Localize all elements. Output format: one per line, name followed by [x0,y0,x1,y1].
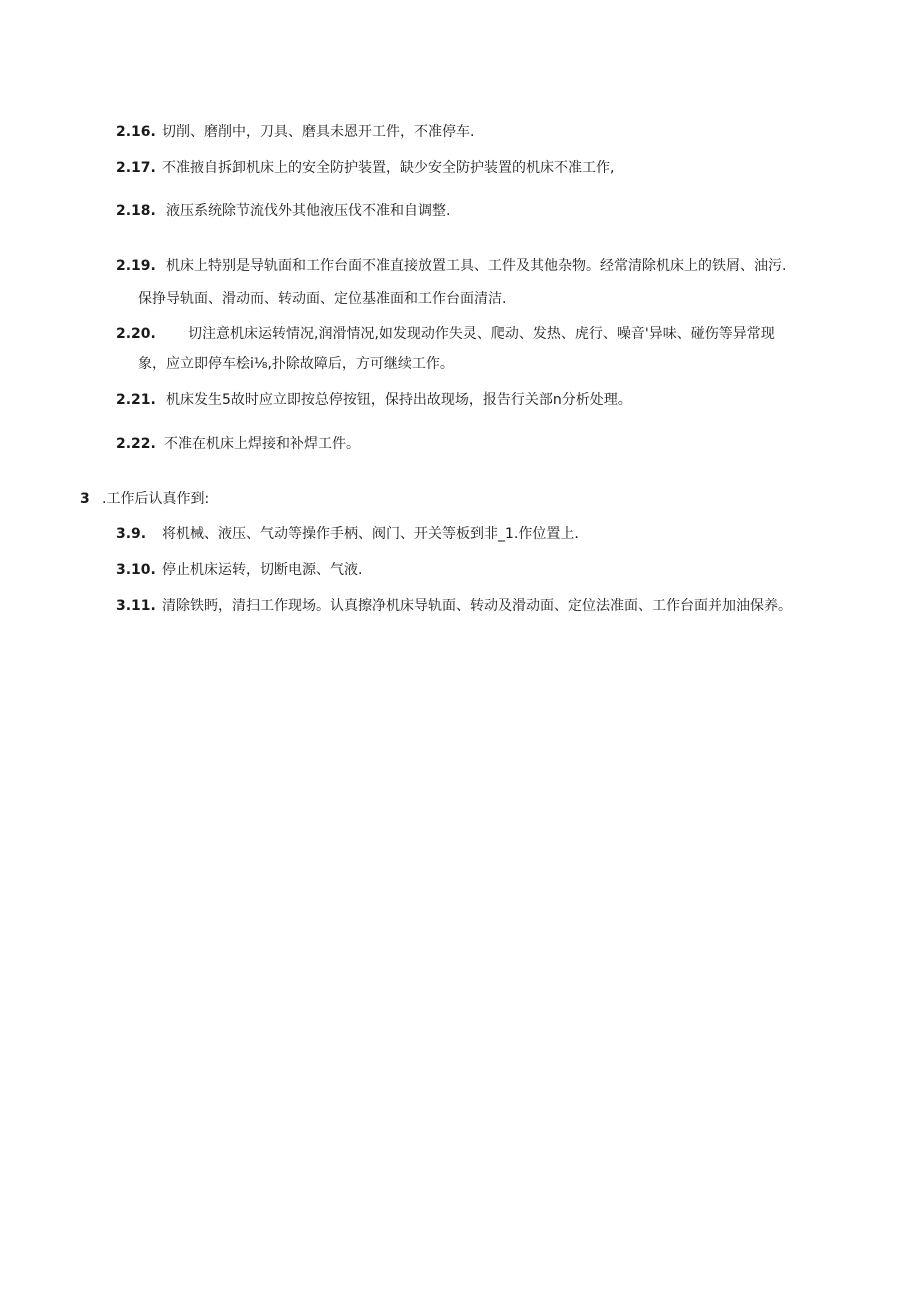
item-text: 停止机床运转，切断电源、气液. [162,562,363,578]
item-2-19-continuation [138,289,506,309]
item-2-21 [116,390,632,410]
item-text-continuation: 象，应立即停车桧i⅛,扑除故障后，方可继续工作。 [138,356,454,372]
item-text: 不准在机床上焊接和补焊工件。 [164,436,360,452]
item-number: 2.22. [116,436,156,452]
item-3-10 [116,560,362,580]
item-text: 机床上特别是导轨面和工作台面不准直接放置工具、工件及其他杂物。经常清除机床上的铁屑、油污. [166,258,787,274]
item-text: 清除铁眄，清扫工作现场。认真擦净机床导轨面、转动及滑动面、定位法准面、工作台面并加油保养。 [162,598,792,614]
item-2-19 [116,256,786,276]
item-text: 切注意机床运转情况,润滑情况,如发现动作失灵、爬动、发热、虎行、噪音'异味、碰伤等异常现 [188,326,775,342]
item-number: 2.21. [116,392,156,408]
item-text: 将机械、液压、气动等操作手柄、阀门、开关等板到非_1.作位置上. [162,526,579,542]
item-2-16 [116,122,474,142]
item-number: 2.16. [116,124,156,140]
item-number: 2.17. [116,160,156,176]
section-title: .工作后认真作到: [102,491,210,507]
item-2-17 [116,158,614,178]
item-number: 3.11. [116,598,156,614]
item-text-continuation: 保挣导轨面、滑动而、转动面、定位基准面和工作台面清洁. [138,291,507,307]
item-2-20 [116,324,775,344]
section-number: 3 [80,491,90,507]
item-number: 2.19. [116,258,156,274]
item-text: 液压系统除节流伐外其他液压伐不准和自调整. [166,203,451,219]
item-3-9 [116,524,579,544]
item-2-20-continuation [138,354,454,374]
item-text: 不准掖自拆卸机床上的安全防护装置，缺少安全防护装置的机床不准工作, [162,160,615,176]
item-2-22 [116,434,360,454]
item-number: 2.20. [116,326,156,342]
item-text: 切削、磨削中，刀具、磨具未恩开工件，不准停车. [162,124,475,140]
section-3-heading [80,489,209,509]
item-2-18 [116,201,450,221]
item-number: 3.9. [116,526,147,542]
item-text: 机床发生5故时应立即按总停按钮，保持出故现场，报告行关部n分析处理。 [166,392,632,408]
item-number: 3.10. [116,562,156,578]
item-3-11 [116,596,792,616]
item-number: 2.18. [116,203,156,219]
